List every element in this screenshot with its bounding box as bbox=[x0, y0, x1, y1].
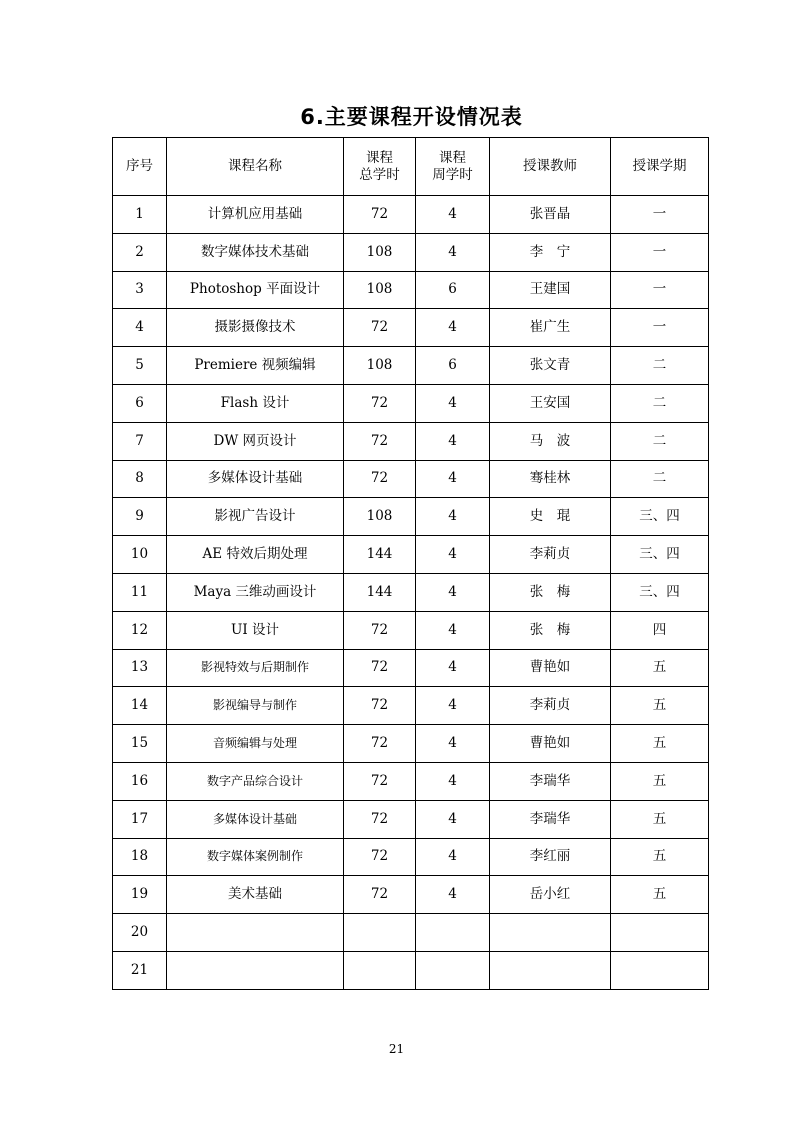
teacher-cell: 张 梅 bbox=[490, 611, 611, 649]
teacher-cell: 曹艳如 bbox=[490, 649, 611, 687]
total-hours-cell: 72 bbox=[344, 725, 416, 763]
weekly-hours-cell: 6 bbox=[416, 271, 490, 309]
weekly-hours-cell: 4 bbox=[416, 196, 490, 234]
course-name-cell: Maya 三维动画设计 bbox=[167, 573, 344, 611]
table-row bbox=[113, 800, 709, 838]
table-row bbox=[113, 233, 709, 271]
table-row bbox=[113, 384, 709, 422]
total-hours-cell: 72 bbox=[344, 649, 416, 687]
row-no-cell: 19 bbox=[113, 876, 167, 914]
teacher-cell: 李莉贞 bbox=[490, 536, 611, 574]
semester-cell: 五 bbox=[611, 725, 709, 763]
header-weekly-hours bbox=[416, 138, 490, 196]
teacher-cell: 李 宁 bbox=[490, 233, 611, 271]
total-hours-cell: 72 bbox=[344, 309, 416, 347]
total-hours-cell: 72 bbox=[344, 800, 416, 838]
row-no-cell: 9 bbox=[113, 498, 167, 536]
row-no-cell: 16 bbox=[113, 762, 167, 800]
row-no-cell: 2 bbox=[113, 233, 167, 271]
semester-cell: 三、四 bbox=[611, 536, 709, 574]
semester-cell: 三、四 bbox=[611, 573, 709, 611]
weekly-hours-cell: 4 bbox=[416, 384, 490, 422]
row-no-cell: 4 bbox=[113, 309, 167, 347]
weekly-hours-cell: 4 bbox=[416, 611, 490, 649]
teacher-cell: 李瑞华 bbox=[490, 762, 611, 800]
course-name-cell bbox=[167, 951, 344, 989]
semester-cell: 五 bbox=[611, 800, 709, 838]
weekly-hours-cell: 4 bbox=[416, 233, 490, 271]
course-table bbox=[112, 137, 709, 990]
header-weekly-hours-line1: 课程 bbox=[439, 149, 466, 166]
table-header-row bbox=[113, 138, 709, 196]
semester-cell: 一 bbox=[611, 196, 709, 234]
semester-cell bbox=[611, 914, 709, 952]
teacher-cell: 张晋晶 bbox=[490, 196, 611, 234]
header-total-hours bbox=[344, 138, 416, 196]
total-hours-cell: 72 bbox=[344, 876, 416, 914]
semester-cell: 五 bbox=[611, 687, 709, 725]
row-no-cell: 12 bbox=[113, 611, 167, 649]
semester-cell: 四 bbox=[611, 611, 709, 649]
total-hours-cell: 72 bbox=[344, 838, 416, 876]
table-row bbox=[113, 536, 709, 574]
weekly-hours-cell bbox=[416, 914, 490, 952]
weekly-hours-cell: 4 bbox=[416, 838, 490, 876]
course-name-cell bbox=[167, 914, 344, 952]
course-name-cell: UI 设计 bbox=[167, 611, 344, 649]
header-course-name: 课程名称 bbox=[167, 138, 344, 196]
header-total-hours-line1: 课程 bbox=[366, 149, 393, 166]
table-row bbox=[113, 196, 709, 234]
semester-cell: 五 bbox=[611, 649, 709, 687]
semester-cell: 三、四 bbox=[611, 498, 709, 536]
semester-cell: 一 bbox=[611, 271, 709, 309]
row-no-cell: 8 bbox=[113, 460, 167, 498]
table-row bbox=[113, 914, 709, 952]
weekly-hours-cell: 4 bbox=[416, 460, 490, 498]
course-name-cell: AE 特效后期处理 bbox=[167, 536, 344, 574]
total-hours-cell: 72 bbox=[344, 460, 416, 498]
weekly-hours-cell: 4 bbox=[416, 573, 490, 611]
semester-cell: 五 bbox=[611, 838, 709, 876]
teacher-cell: 王安国 bbox=[490, 384, 611, 422]
teacher-cell: 曹艳如 bbox=[490, 725, 611, 763]
table-row bbox=[113, 687, 709, 725]
teacher-cell: 史 琨 bbox=[490, 498, 611, 536]
table-row bbox=[113, 838, 709, 876]
course-name-cell: 影视广告设计 bbox=[167, 498, 344, 536]
teacher-cell: 马 波 bbox=[490, 422, 611, 460]
weekly-hours-cell: 4 bbox=[416, 649, 490, 687]
total-hours-cell: 108 bbox=[344, 233, 416, 271]
row-no-cell: 11 bbox=[113, 573, 167, 611]
row-no-cell: 6 bbox=[113, 384, 167, 422]
course-name-cell: 影视编导与制作 bbox=[167, 687, 344, 725]
course-name-cell: 多媒体设计基础 bbox=[167, 460, 344, 498]
table-row bbox=[113, 271, 709, 309]
course-name-cell: 影视特效与后期制作 bbox=[167, 649, 344, 687]
teacher-cell: 崔广生 bbox=[490, 309, 611, 347]
row-no-cell: 10 bbox=[113, 536, 167, 574]
total-hours-cell: 72 bbox=[344, 762, 416, 800]
total-hours-cell bbox=[344, 914, 416, 952]
course-name-cell: 数字媒体技术基础 bbox=[167, 233, 344, 271]
total-hours-cell: 72 bbox=[344, 422, 416, 460]
header-weekly-hours-line2: 周学时 bbox=[432, 166, 473, 183]
row-no-cell: 17 bbox=[113, 800, 167, 838]
teacher-cell bbox=[490, 914, 611, 952]
row-no-cell: 18 bbox=[113, 838, 167, 876]
teacher-cell bbox=[490, 951, 611, 989]
semester-cell: 一 bbox=[611, 233, 709, 271]
semester-cell: 二 bbox=[611, 460, 709, 498]
total-hours-cell: 144 bbox=[344, 573, 416, 611]
course-name-cell: 多媒体设计基础 bbox=[167, 800, 344, 838]
course-name-cell: 美术基础 bbox=[167, 876, 344, 914]
row-no-cell: 13 bbox=[113, 649, 167, 687]
course-name-cell: Premiere 视频编辑 bbox=[167, 347, 344, 385]
table-row bbox=[113, 347, 709, 385]
table-row bbox=[113, 762, 709, 800]
weekly-hours-cell: 4 bbox=[416, 309, 490, 347]
table-row bbox=[113, 309, 709, 347]
total-hours-cell bbox=[344, 951, 416, 989]
header-semester: 授课学期 bbox=[611, 138, 709, 196]
total-hours-cell: 72 bbox=[344, 196, 416, 234]
semester-cell: 五 bbox=[611, 762, 709, 800]
total-hours-cell: 72 bbox=[344, 687, 416, 725]
semester-cell: 二 bbox=[611, 384, 709, 422]
total-hours-cell: 108 bbox=[344, 271, 416, 309]
course-name-cell: 摄影摄像技术 bbox=[167, 309, 344, 347]
page-number: 21 bbox=[388, 1042, 405, 1056]
total-hours-cell: 144 bbox=[344, 536, 416, 574]
course-name-cell: DW 网页设计 bbox=[167, 422, 344, 460]
table-row bbox=[113, 611, 709, 649]
table-row bbox=[113, 422, 709, 460]
table-row bbox=[113, 573, 709, 611]
table-row bbox=[113, 460, 709, 498]
weekly-hours-cell: 4 bbox=[416, 536, 490, 574]
course-name-cell: 数字媒体案例制作 bbox=[167, 838, 344, 876]
semester-cell: 二 bbox=[611, 347, 709, 385]
semester-cell bbox=[611, 951, 709, 989]
course-name-cell: 计算机应用基础 bbox=[167, 196, 344, 234]
row-no-cell: 7 bbox=[113, 422, 167, 460]
course-name-cell: 音频编辑与处理 bbox=[167, 725, 344, 763]
header-no: 序号 bbox=[113, 138, 167, 196]
row-no-cell: 14 bbox=[113, 687, 167, 725]
semester-cell: 二 bbox=[611, 422, 709, 460]
row-no-cell: 21 bbox=[113, 951, 167, 989]
teacher-cell: 王建国 bbox=[490, 271, 611, 309]
course-name-cell: Flash 设计 bbox=[167, 384, 344, 422]
header-total-hours-line2: 总学时 bbox=[359, 166, 400, 183]
page-title: 6.主要课程开设情况表 bbox=[300, 105, 523, 129]
weekly-hours-cell: 4 bbox=[416, 498, 490, 536]
table-row bbox=[113, 876, 709, 914]
weekly-hours-cell bbox=[416, 951, 490, 989]
teacher-cell: 岳小红 bbox=[490, 876, 611, 914]
row-no-cell: 5 bbox=[113, 347, 167, 385]
weekly-hours-cell: 4 bbox=[416, 687, 490, 725]
row-no-cell: 20 bbox=[113, 914, 167, 952]
teacher-cell: 李瑞华 bbox=[490, 800, 611, 838]
weekly-hours-cell: 4 bbox=[416, 800, 490, 838]
course-name-cell: 数字产品综合设计 bbox=[167, 762, 344, 800]
row-no-cell: 15 bbox=[113, 725, 167, 763]
total-hours-cell: 108 bbox=[344, 498, 416, 536]
teacher-cell: 骞桂林 bbox=[490, 460, 611, 498]
weekly-hours-cell: 6 bbox=[416, 347, 490, 385]
teacher-cell: 李莉贞 bbox=[490, 687, 611, 725]
course-name-cell: Photoshop 平面设计 bbox=[167, 271, 344, 309]
semester-cell: 五 bbox=[611, 876, 709, 914]
total-hours-cell: 72 bbox=[344, 611, 416, 649]
weekly-hours-cell: 4 bbox=[416, 725, 490, 763]
table-row bbox=[113, 649, 709, 687]
table-row bbox=[113, 951, 709, 989]
table-row bbox=[113, 498, 709, 536]
total-hours-cell: 108 bbox=[344, 347, 416, 385]
table-row bbox=[113, 725, 709, 763]
row-no-cell: 3 bbox=[113, 271, 167, 309]
weekly-hours-cell: 4 bbox=[416, 422, 490, 460]
weekly-hours-cell: 4 bbox=[416, 876, 490, 914]
total-hours-cell: 72 bbox=[344, 384, 416, 422]
teacher-cell: 张文青 bbox=[490, 347, 611, 385]
row-no-cell: 1 bbox=[113, 196, 167, 234]
weekly-hours-cell: 4 bbox=[416, 762, 490, 800]
teacher-cell: 张 梅 bbox=[490, 573, 611, 611]
teacher-cell: 李红丽 bbox=[490, 838, 611, 876]
semester-cell: 一 bbox=[611, 309, 709, 347]
header-teacher: 授课教师 bbox=[490, 138, 611, 196]
